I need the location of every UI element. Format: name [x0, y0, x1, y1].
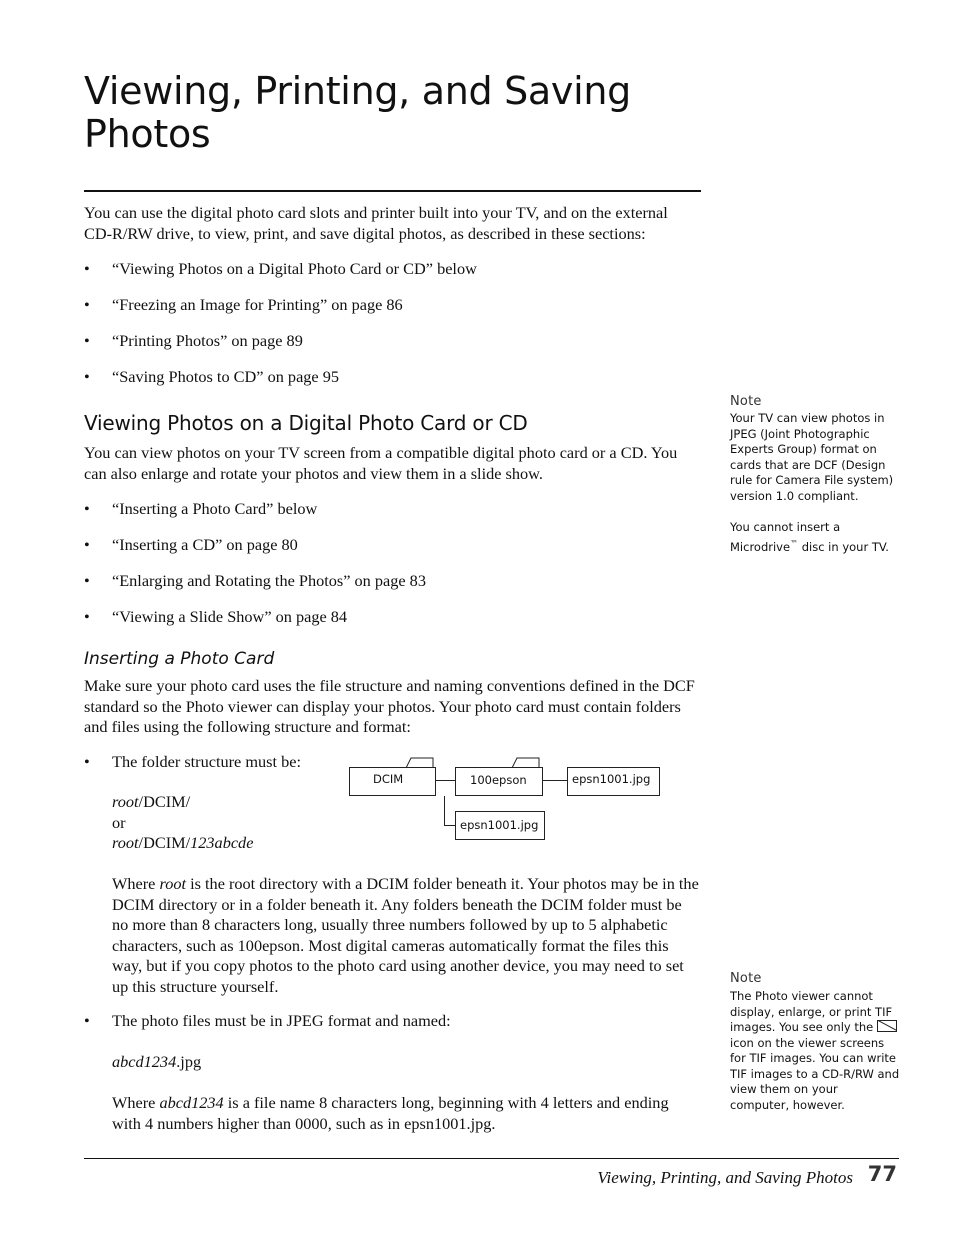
list-item-text: “Saving Photos to CD” on page 95: [112, 367, 340, 386]
section-heading: Viewing Photos on a Digital Photo Card or CD: [84, 411, 528, 435]
jpeg-lead: The photo files must be in JPEG format and named:: [112, 1011, 451, 1030]
file-box: epsn1001.jpg: [455, 811, 545, 840]
list-item-text: “Viewing Photos on a Digital Photo Card or CD” below: [112, 259, 477, 278]
folder-structure-lead: The folder structure must be:: [112, 752, 301, 771]
page-number: 77: [867, 1162, 897, 1186]
connector-line: [543, 780, 567, 781]
list-item-text: “Inserting a CD” on page 80: [112, 535, 298, 554]
filename-explanation: Where abcd1234 is a file name 8 characters long, beginning with 4 letters and ending with 4 numbers higher than 0000, such as in epsn1001.jpg.: [112, 1093, 669, 1133]
note-label: Note: [730, 394, 762, 409]
note-text: The Photo viewer cannot display, enlarge, or print TIF images. You see only the icon on the viewer screens for TIF images. You can write TIF images to a CD-R/RW and view them on your computer, however.: [730, 989, 900, 1112]
list-item-text: “Freezing an Image for Printing” on page 86: [112, 295, 403, 314]
note-text: You cannot insert a Microdrive™ disc in your TV.: [730, 520, 889, 554]
section-paragraph: You can view photos on your TV screen from a compatible digital photo card or a CD. You can also enlarge and rotate your photos and view them in a slide show.: [84, 443, 678, 483]
note-text: Your TV can view photos in JPEG (Joint Photographic Experts Group) format on cards that are DCF (Design rule for Camera File system) version 1.0 compliant.: [730, 411, 894, 503]
list-item-text: “Enlarging and Rotating the Photos” on page 83: [112, 571, 426, 590]
note-label: Note: [730, 971, 762, 986]
dcim-folder-box: DCIM: [349, 767, 436, 796]
path-line-2: root/DCIM/123abcde: [112, 833, 254, 852]
path-or: or: [112, 813, 126, 832]
list-item-text: “Printing Photos” on page 89: [112, 331, 303, 350]
footer-title: Viewing, Printing, and Saving Photos: [597, 1168, 853, 1187]
intro-paragraph: You can use the digital photo card slots and printer built into your TV, and on the external CD-R/RW drive, to view, print, and save digital photos, as described in these sections:: [84, 203, 668, 243]
subheading: Inserting a Photo Card: [84, 649, 275, 669]
list-item-bullet: •: [84, 752, 90, 771]
list-item-text: “Viewing a Slide Show” on page 84: [112, 607, 348, 626]
folder-100epson-box: 100epson: [455, 767, 543, 796]
sub-paragraph: Make sure your photo card uses the file structure and naming conventions defined in the DCF standard so the Photo viewer can display your photos. Your photo card must contain folders and files using the following structure and format:: [84, 676, 695, 736]
no-image-icon: [877, 1020, 897, 1032]
connector-line: [444, 796, 445, 825]
list-item-text: “Inserting a Photo Card” below: [112, 499, 318, 518]
connector-line: [436, 780, 455, 781]
connector-line: [444, 825, 455, 826]
title-rule: [84, 190, 701, 192]
page-title: Viewing, Printing, and Saving Photos: [84, 69, 631, 156]
file-box: epsn1001.jpg: [567, 767, 660, 796]
file-name-format: abcd1234.jpg: [112, 1052, 202, 1071]
root-explanation: Where root is the root directory with a DCIM folder beneath it. Your photos may be in the DCIM directory or in a folder beneath it. Any folders beneath the DCIM folder must be no more than 8 characters long, usually three numbers followed by up to 5 alphabetic characters, such as 100epson. Most digital cameras automatically format the files this way, but if you copy photos to the photo card using another device, you may need to set up this structure yourself.: [112, 874, 699, 996]
list-item-bullet: •: [84, 1011, 90, 1030]
footer-rule: [84, 1158, 899, 1159]
path-line-1: root/DCIM/: [112, 792, 191, 811]
